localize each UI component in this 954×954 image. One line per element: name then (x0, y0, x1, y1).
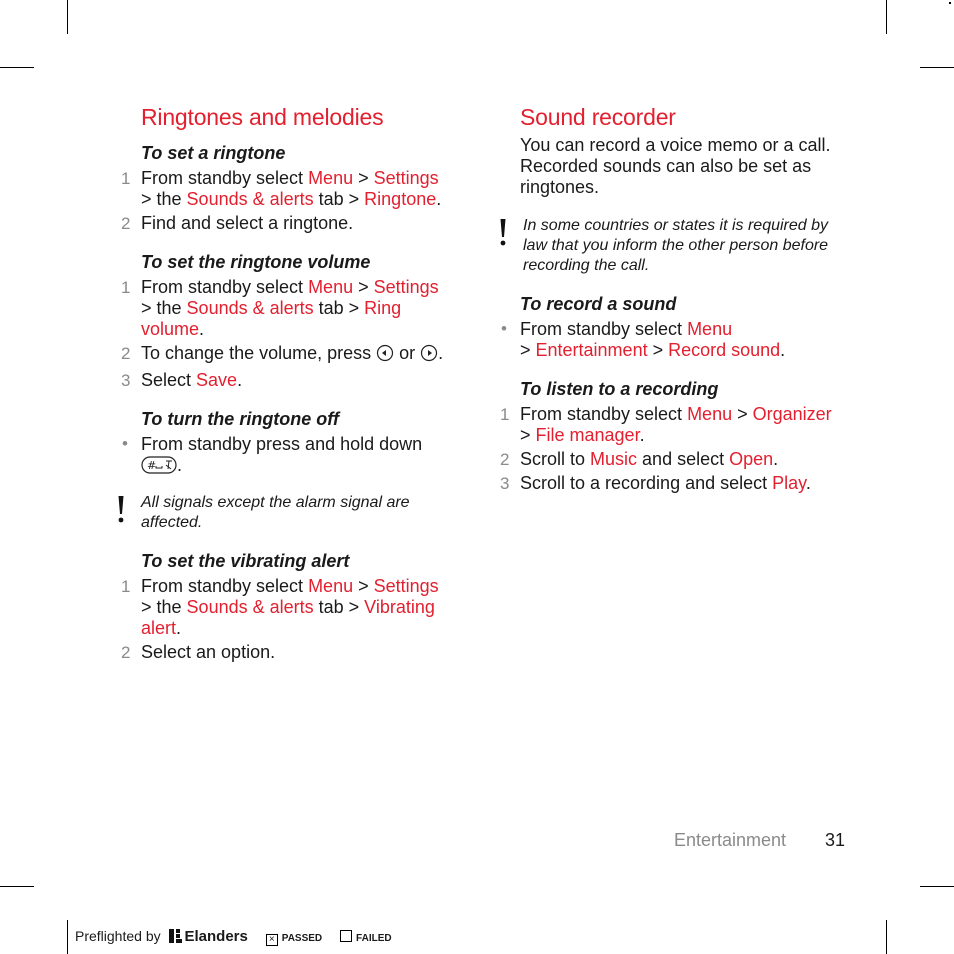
sounds-alerts-link: Sounds & alerts (186, 597, 314, 617)
crop-mark (920, 67, 954, 68)
step-number: 1 (121, 577, 131, 596)
ringtone-link: Ringtone (364, 189, 437, 209)
open-link: Open (729, 449, 774, 469)
subheading-listen-recording: To listen to a recording (520, 379, 719, 399)
crop-mark (67, 920, 68, 954)
right-nav-key-icon (420, 344, 438, 367)
subheading-record-sound: To record a sound (520, 294, 677, 314)
preflight-stamp (75, 928, 392, 946)
crop-mark (67, 0, 68, 34)
step-number: 1 (121, 278, 131, 297)
passed-checkbox: × (266, 934, 278, 946)
preflight-label: Preflighted by (75, 928, 161, 944)
page-number: 31 (825, 830, 846, 850)
crop-mark (949, 2, 951, 4)
settings-link: Settings (373, 277, 439, 297)
preflight-brand: Elanders (184, 928, 248, 945)
settings-link: Settings (373, 168, 439, 188)
right-column (500, 104, 850, 497)
exclamation-icon (499, 218, 507, 248)
section-heading: Ringtones and melodies (141, 104, 384, 130)
svg-text:#: # (147, 459, 157, 472)
elanders-logo-icon (169, 929, 183, 946)
step-number: 2 (121, 643, 131, 662)
step-number: 1 (500, 405, 510, 424)
crop-mark (0, 67, 34, 68)
section-heading: Sound recorder (520, 104, 676, 130)
step: 1 From standby select Menu > Settings > the Sounds & alerts tab > Vibrating alert. (121, 576, 439, 638)
step-number: 2 (121, 344, 131, 363)
left-nav-key-icon (376, 344, 394, 367)
menu-link: Menu (687, 404, 733, 424)
alert-link: alert (141, 618, 177, 638)
step: 1 From standby select Menu > Settings > the Sounds & alerts tab > Ring volume. (121, 277, 439, 339)
step: • From standby press and hold down # . (141, 434, 471, 479)
record-sound-link: Record sound (668, 340, 781, 360)
play-link: Play (772, 473, 806, 493)
entertainment-link: Entertainment (535, 340, 648, 360)
step: 1 From standby select Menu > Organizer > File manager. (500, 404, 832, 445)
menu-link: Menu (308, 277, 354, 297)
step: 2 Select an option. (121, 642, 276, 662)
footer-section-name: Entertainment (674, 830, 787, 850)
left-column (121, 104, 471, 666)
step-number: 1 (121, 169, 131, 188)
sounds-alerts-link: Sounds & alerts (186, 298, 314, 318)
organizer-link: Organizer (752, 404, 832, 424)
failed-label: FAILED (356, 933, 392, 944)
step: • From standby select Menu > Entertainment > Record sound. (501, 319, 786, 360)
vibrating-link: Vibrating (364, 597, 435, 617)
crop-mark (0, 886, 34, 887)
intro-paragraph: You can record a voice memo or a call. Recorded sounds can also be set as ringtones. (520, 135, 831, 197)
music-link: Music (590, 449, 638, 469)
settings-link: Settings (373, 576, 439, 596)
step: 3 Select Save. (121, 370, 243, 390)
crop-mark (886, 920, 887, 954)
subheading-ringtone-volume: To set the ringtone volume (141, 252, 371, 272)
menu-link: Menu (687, 319, 733, 339)
step: 3 Scroll to a recording and select Play. (500, 473, 811, 493)
step: 2 Scroll to Music and select Open. (500, 449, 779, 469)
save-link: Save (196, 370, 238, 390)
subheading-ringtone-off: To turn the ringtone off (141, 409, 339, 429)
step: 1 From standby select Menu > Settings > the Sounds & alerts tab > Ringtone. (121, 168, 442, 209)
ring-link: Ring (364, 298, 402, 318)
step-number: 2 (121, 214, 131, 233)
page-footer (674, 830, 846, 851)
step-number: 3 (121, 371, 131, 390)
warning-note: All signals except the alarm signal are affected. (141, 493, 471, 533)
subheading-set-ringtone: To set a ringtone (141, 143, 286, 163)
bullet: • (122, 434, 128, 453)
subheading-vibrating-alert: To set the vibrating alert (141, 551, 350, 571)
bullet: • (501, 319, 507, 338)
step: 2 To change the volume, press or . (141, 343, 471, 367)
hash-key-icon (141, 456, 177, 479)
exclamation-icon (117, 495, 125, 525)
step-number: 2 (500, 450, 510, 469)
passed-label: PASSED (281, 933, 323, 944)
warning-note: In some countries or states it is required by law that you inform the other person before recording the call. (523, 216, 850, 276)
file-manager-link: File manager (535, 425, 640, 445)
volume-link: volume (141, 319, 200, 339)
step-number: 3 (500, 474, 510, 493)
sounds-alerts-link: Sounds & alerts (186, 189, 314, 209)
crop-mark (886, 0, 887, 34)
menu-link: Menu (308, 576, 354, 596)
menu-link: Menu (308, 168, 354, 188)
failed-checkbox (340, 930, 352, 942)
crop-mark (920, 886, 954, 887)
step: 2 Find and select a ringtone. (121, 213, 354, 233)
